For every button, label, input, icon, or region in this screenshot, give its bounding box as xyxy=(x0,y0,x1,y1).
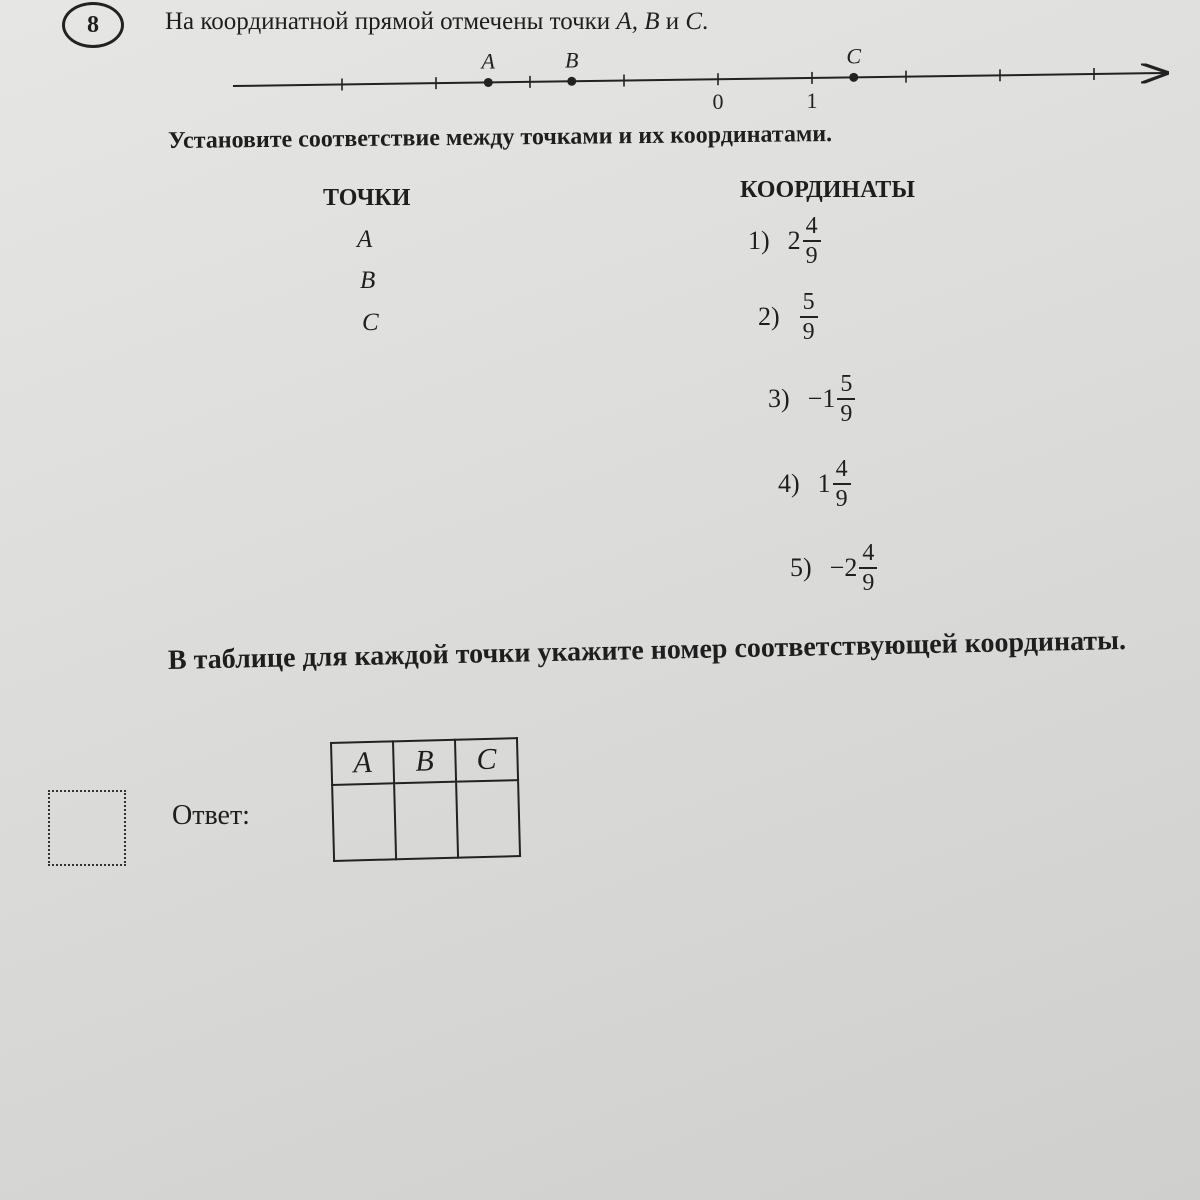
number-line-point-label: B xyxy=(565,47,579,73)
option-fraction: $\frac{4}{9}$ xyxy=(803,214,821,268)
number-line-point-b xyxy=(567,77,576,86)
option-fraction: $\frac{4}{9}$ xyxy=(859,541,877,595)
option-fraction: $\frac{5}{9}$ xyxy=(800,290,818,344)
table-instruction: В таблице для каждой точки укажите номер соответствующей координаты. xyxy=(167,624,1127,676)
number-line xyxy=(0,40,1200,125)
option-whole: 2 xyxy=(787,226,801,255)
point-label-a: A xyxy=(357,226,373,253)
answer-table-header xyxy=(331,738,518,785)
option-number: 3) xyxy=(768,384,790,413)
task-number: 8 xyxy=(87,11,99,38)
number-line-axis xyxy=(233,73,1165,86)
coordinate-option-1 xyxy=(748,214,821,268)
instruction-text: Установите соответствие между точками и их координатами. xyxy=(167,121,833,154)
option-fraction: $\frac{5}{9}$ xyxy=(837,372,855,426)
number-line-point-label: A xyxy=(481,48,495,74)
points-header: ТОЧКИ xyxy=(323,185,411,211)
answer-header-b: B xyxy=(393,740,456,784)
option-fraction: $\frac{4}{9}$ xyxy=(833,457,851,511)
option-number: 2) xyxy=(758,302,780,331)
coordinate-option-4 xyxy=(778,457,851,511)
point-label-b: B xyxy=(360,267,376,294)
answer-cell-c[interactable] xyxy=(456,780,520,858)
coordinate-option-3 xyxy=(768,372,855,426)
coordinate-option-5 xyxy=(790,541,877,595)
coordinate-option-2 xyxy=(758,290,818,344)
option-whole: −2 xyxy=(829,553,858,582)
task-statement: На координатной прямой отмечены точки A, B и C. xyxy=(165,8,709,35)
answer-box[interactable] xyxy=(48,790,126,866)
point-label-c: C xyxy=(362,309,379,336)
option-number: 1) xyxy=(748,226,770,255)
option-whole: −1 xyxy=(807,384,836,413)
answer-cell-a[interactable] xyxy=(332,783,396,861)
answer-cell-b[interactable] xyxy=(394,782,458,860)
coordinates-header: КООРДИНАТЫ xyxy=(740,177,915,203)
answer-header-a: A xyxy=(331,741,394,785)
option-number: 4) xyxy=(778,469,800,498)
number-line-tick-label: 0 xyxy=(712,89,724,115)
answer-label: Ответ: xyxy=(172,800,250,831)
number-line-point-a xyxy=(484,78,493,87)
number-line-point-c xyxy=(849,73,858,82)
option-whole: 1 xyxy=(817,469,831,498)
answer-table-row xyxy=(332,780,520,861)
number-line-tick-label: 1 xyxy=(806,87,818,113)
number-line-point-label: C xyxy=(846,43,862,69)
answer-table xyxy=(330,737,521,862)
option-number: 5) xyxy=(790,553,812,582)
answer-header-c: C xyxy=(455,738,518,782)
